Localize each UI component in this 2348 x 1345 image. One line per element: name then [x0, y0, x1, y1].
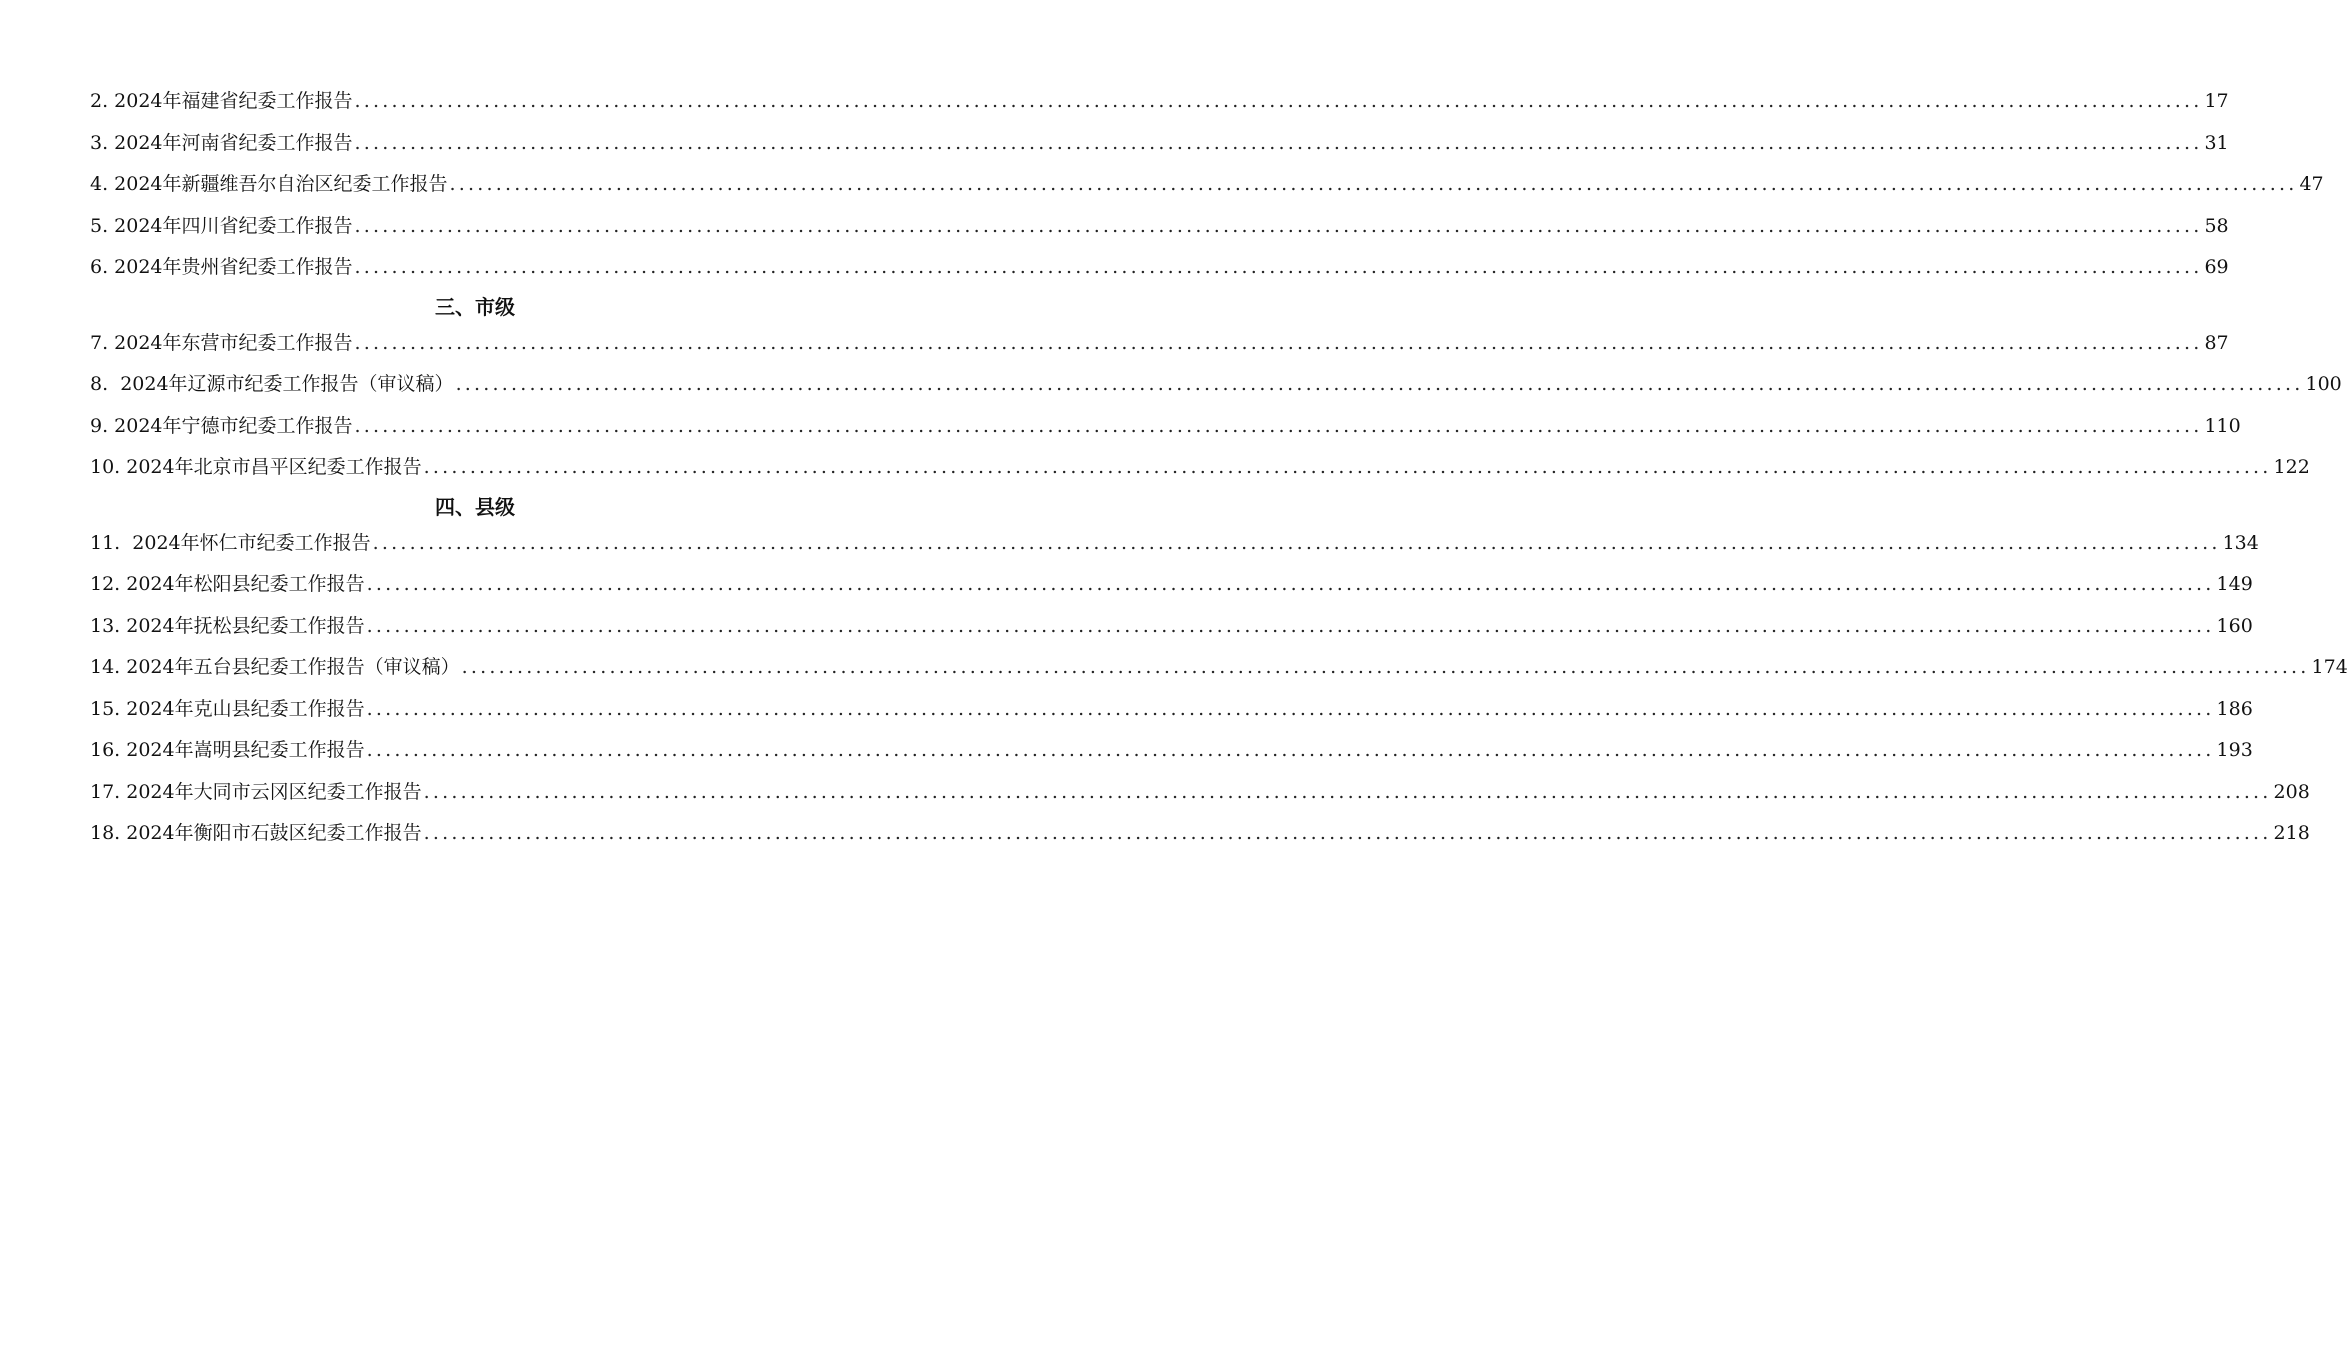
toc-entry[interactable]: [90, 167, 2324, 209]
toc-entry-page: 149: [2216, 573, 2253, 595]
toc-entry-page: 100: [2305, 373, 2342, 395]
section-heading-county: 四、县级: [435, 494, 515, 519]
toc-entry-title: 12. 2024年松阳县纪委工作报告: [90, 573, 365, 595]
toc-entry-title: 14. 2024年五台县纪委工作报告（审议稿）: [90, 656, 460, 678]
toc-entry-page: 17: [2204, 90, 2229, 112]
toc-entry-page: 110: [2204, 414, 2241, 437]
toc-entry[interactable]: [90, 816, 2310, 858]
toc-entry-page: 58: [2204, 214, 2229, 237]
toc-entry[interactable]: [90, 367, 2342, 409]
toc-leader-dots: ........................................................................................................................................................................................................: [366, 739, 2215, 761]
toc-leader-dots: ........................................................................................................................................................................................................: [354, 90, 2203, 112]
toc-entry-title: 17. 2024年大同市云冈区纪委工作报告: [90, 780, 422, 803]
toc-entry-title: 7. 2024年东营市纪委工作报告: [90, 331, 353, 354]
toc-entry-title: 13. 2024年抚松县纪委工作报告: [90, 614, 365, 637]
toc-entry-title: 16. 2024年嵩明县纪委工作报告: [90, 739, 365, 761]
toc-entry-title: 9. 2024年宁德市纪委工作报告: [90, 414, 353, 437]
toc-entry[interactable]: [90, 567, 2253, 609]
toc-entry[interactable]: [90, 692, 2253, 734]
toc-entry-title: 3. 2024年河南省纪委工作报告: [90, 131, 353, 154]
toc-leader-dots: ........................................................................................................................................................................................................: [423, 780, 2272, 803]
toc-entry-page: 87: [2204, 331, 2229, 354]
toc-leader-dots: ........................................................................................................................................................................................................: [366, 697, 2215, 720]
toc-entry[interactable]: [90, 126, 2229, 168]
toc-entry-page: 47: [2299, 173, 2324, 195]
toc-entry-title: 18. 2024年衡阳市石鼓区纪委工作报告: [90, 822, 422, 844]
toc-entry[interactable]: [90, 326, 2229, 368]
toc-entry[interactable]: [90, 209, 2229, 251]
toc-entry-title: 5. 2024年四川省纪委工作报告: [90, 214, 353, 237]
toc-entry-page: 174: [2311, 656, 2348, 678]
table-of-contents: [90, 84, 2348, 858]
toc-leader-dots: ........................................................................................................................................................................................................: [354, 214, 2203, 237]
toc-entry[interactable]: [90, 733, 2253, 775]
toc-entry[interactable]: [90, 609, 2253, 651]
toc-entry-page: 218: [2273, 822, 2310, 844]
toc-entry-title: 11. 2024年怀仁市纪委工作报告: [90, 531, 371, 554]
toc-entry-title: 15. 2024年克山县纪委工作报告: [90, 697, 365, 720]
toc-entry-title: 10. 2024年北京市昌平区纪委工作报告: [90, 456, 422, 478]
toc-entry[interactable]: [90, 409, 2241, 451]
toc-leader-dots: ........................................................................................................................................................................................................: [366, 573, 2215, 595]
toc-entry-page: 134: [2222, 531, 2259, 554]
toc-entry-page: 31: [2204, 131, 2229, 154]
toc-entry-title: 4. 2024年新疆维吾尔自治区纪委工作报告: [90, 173, 448, 195]
toc-entry-page: 69: [2204, 256, 2229, 278]
section-heading-city: 三、市级: [435, 294, 515, 319]
toc-entry-title: 8. 2024年辽源市纪委工作报告（审议稿）: [90, 373, 454, 395]
toc-leader-dots: ........................................................................................................................................................................................................: [354, 131, 2203, 154]
toc-leader-dots: ........................................................................................................................................................................................................: [449, 173, 2298, 195]
toc-entry-title: 6. 2024年贵州省纪委工作报告: [90, 256, 353, 278]
toc-entry[interactable]: [90, 84, 2229, 126]
toc-entry-page: 193: [2216, 739, 2253, 761]
toc-entry[interactable]: [90, 775, 2310, 817]
toc-leader-dots: ........................................................................................................................................................................................................: [354, 414, 2203, 437]
toc-entry[interactable]: [90, 650, 2348, 692]
toc-entry-page: 208: [2273, 780, 2310, 803]
toc-leader-dots: ........................................................................................................................................................................................................: [354, 331, 2203, 354]
toc-entry[interactable]: [90, 526, 2259, 568]
toc-leader-dots: ........................................................................................................................................................................................................: [423, 822, 2272, 844]
toc-entry-page: 186: [2216, 697, 2253, 720]
toc-entry[interactable]: [90, 450, 2310, 492]
toc-leader-dots: ........................................................................................................................................................................................................: [455, 373, 2304, 395]
toc-entry[interactable]: [90, 250, 2229, 292]
toc-entry-page: 160: [2216, 614, 2253, 637]
toc-entry-page: 122: [2273, 456, 2310, 478]
toc-leader-dots: ........................................................................................................................................................................................................: [354, 256, 2203, 278]
toc-leader-dots: ........................................................................................................................................................................................................: [423, 456, 2272, 478]
toc-leader-dots: ........................................................................................................................................................................................................: [366, 614, 2215, 637]
toc-entry-title: 2. 2024年福建省纪委工作报告: [90, 90, 353, 112]
toc-leader-dots: ........................................................................................................................................................................................................: [372, 531, 2221, 554]
toc-leader-dots: ........................................................................................................................................................................................................: [461, 656, 2310, 678]
